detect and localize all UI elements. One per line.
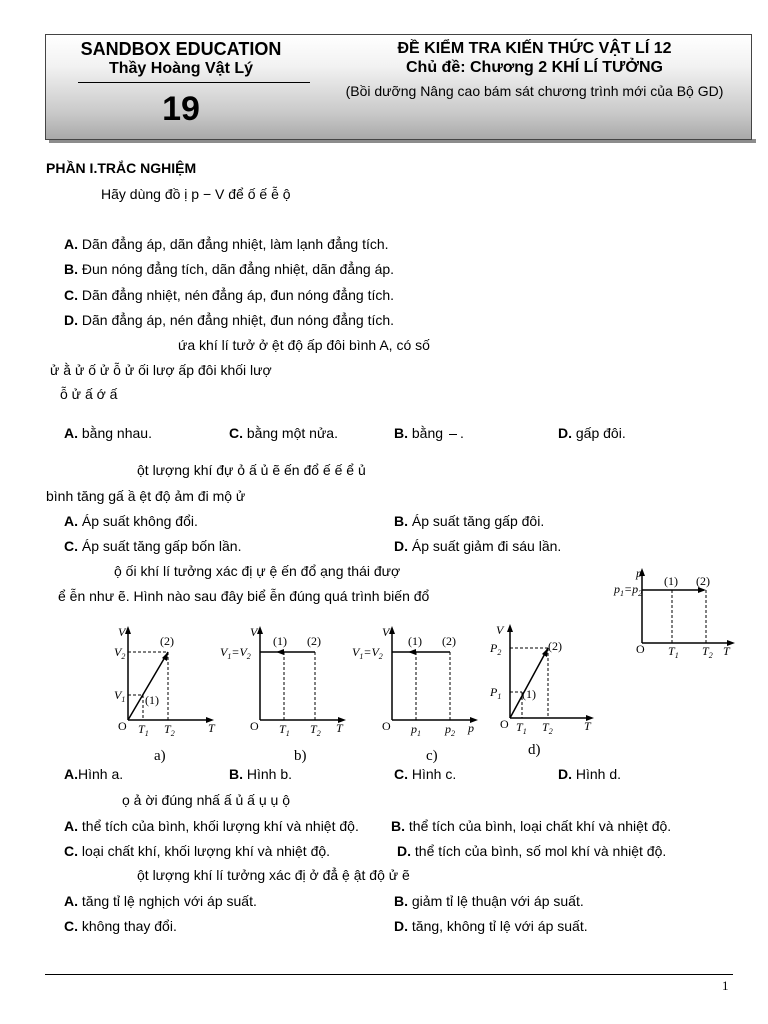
caption-d: d) [528,742,541,758]
svg-text:(1): (1) [408,634,422,648]
q5-option-b: B. thể tích của bình, loại chất khí và nhiệt độ. [391,818,672,834]
q4-line-2: ể ễn như ẽ. Hình nào sau đây biể ễn đúng quá trình biến đổ [58,588,430,604]
exam-topic: Chủ đề: Chương 2 KHÍ LÍ TƯỞNG [406,59,663,76]
svg-text:P2: $P_2$ [490,641,502,657]
svg-text:T: T [336,721,343,735]
svg-text:(2): (2) [307,634,321,648]
svg-text:V: V [382,625,390,639]
svg-text:O: O [500,717,509,731]
svg-text:T: T [208,721,215,735]
q3-option-b: B. Áp suất tăng gấp đôi. [394,513,545,529]
q2-line-1: ứa khí lí tưở ở ệt độ ấp đôi bình A, có số [178,337,430,353]
q6-option-c: C. không thay đổi. [64,918,177,934]
exam-note: (Bồi dưỡng Nâng cao bám sát chương trình mới của Bộ GD) [345,83,724,99]
svg-text:V1: $V_1$ [114,688,126,704]
q5-option-a: A. thể tích của bình, khối lượng khí và nhiệt độ. [64,818,359,834]
q2-option-c: C. bằng một nửa. [229,425,338,441]
svg-text:T1: $T_1$ [138,722,149,738]
svg-text:O: O [250,719,259,733]
svg-text:V1=V2: $V_1=V_2$ [352,645,383,661]
caption-c: c) [426,748,438,764]
page-number: 1 [722,978,729,993]
q5-option-c: C. loại chất khí, khối lượng khí và nhiệt độ. [64,843,331,859]
svg-text:T2: $T_2$ [542,720,553,736]
q5-line-1: ọ ả ời đúng nhấ ấ ủ ấ ụ ụ ộ [122,792,290,808]
q6-option-b: B. giảm tỉ lệ thuận với áp suất. [394,893,584,909]
q2-option-b: B. bằng . [394,425,464,441]
svg-text:(2): (2) [160,634,174,648]
figure-d [482,620,607,765]
q6-option-d: D. tăng, không tỉ lệ với áp suất. [394,918,588,934]
header-box [45,34,752,140]
q1-option-a: A. Dãn đẳng áp, dãn đẳng nhiệt, làm lạnh đẳng tích. [64,236,389,252]
q1-option-c: C. Dãn đẳng nhiệt, nén đẳng áp, đun nóng đẳng tích. [64,287,395,303]
state-2-label: (2) [696,574,710,588]
brand-name: SANDBOX EDUCATION [80,39,282,59]
axis-v-label: V [118,625,126,639]
svg-text:T2: $T_2$ [310,722,321,738]
svg-text:p1: $p_1$ [411,722,421,738]
q2-option-d: D. gấp đôi. [558,425,626,441]
figure-c [350,622,480,767]
svg-text:p2: $p_2$ [445,722,455,738]
q5-option-d: D. thể tích của bình, số mol khí và nhiệt độ. [397,843,667,859]
svg-text:p: p [468,721,474,735]
q3-line-2: bình tăng gấ ầ ệt độ ảm đi mộ ử [46,488,246,504]
svg-text:(1): (1) [145,693,159,707]
p1-eq-p2-label: $p_1=p_2$ [614,582,643,598]
caption-b: b) [294,748,307,764]
svg-text:O: O [382,719,391,733]
svg-text:(1): (1) [522,687,536,701]
svg-text:T: T [584,719,591,733]
svg-text:T1: $T_1$ [516,720,527,736]
section-title: PHẦN I.TRẮC NGHIỆM [46,160,197,176]
reference-pT-diagram [610,565,740,660]
q1-option-b: B. Đun nóng đẳng tích, dãn đẳng nhiệt, dãn đẳng áp. [64,261,395,277]
footer-divider [45,974,733,975]
svg-text:V: V [496,623,504,637]
q4-option-a: A.Hình a. [64,766,124,782]
origin-label: O [636,642,645,656]
svg-text:P1: $P_1$ [490,685,502,701]
svg-text:(1): (1) [273,634,287,648]
q4-option-d: D. Hình d. [558,766,622,782]
t2-label: $T_2$ [702,644,713,660]
q2-option-a: A. bằng nhau. [64,425,152,441]
axis-p-label: p [636,566,642,580]
q1-stem: Hãy dùng đồ ị p − V để ố ế ễ ộ [101,186,291,202]
q1-option-d: D. Dãn đẳng áp, nén đẳng nhiệt, đun nóng đẳng tích. [64,312,395,328]
q3-option-a: A. Áp suất không đổi. [64,513,198,529]
figure-b [218,622,348,767]
q3-option-c: C. Áp suất tăng gấp bốn lần. [64,538,242,554]
caption-a: a) [154,748,166,764]
q4-option-c: C. Hình c. [394,766,457,782]
svg-text:(2): (2) [548,639,562,653]
svg-text:(2): (2) [442,634,456,648]
exam-title: ĐỀ KIỂM TRA KIẾN THỨC VẬT LÍ 12 [397,40,672,57]
state-1-label: (1) [664,574,678,588]
q2-line-2: ử ằ ử ố ử ỗ ử ối lượ ấp đôi khối lượ [50,362,272,378]
q4-option-b: B. Hình b. [229,766,293,782]
header-divider [78,82,310,83]
svg-text:V: V [250,625,258,639]
svg-text:O: O [118,719,127,733]
q2-line-3: ỗ ử ấ ớ ấ [60,386,118,402]
svg-text:T1: $T_1$ [279,722,290,738]
q4-line-1: ộ ối khí lí tưởng xác đị ự ệ ến đổ ạng thái đượ [114,563,401,579]
q3-line-1: ột lượng khí đự ỏ ấ ủ ẽ ến đổ ế ế ể ủ [137,462,366,478]
figure-a [112,622,227,767]
q6-option-a: A. tăng tỉ lệ nghịch với áp suất. [64,893,257,909]
t1-label: $T_1$ [668,644,679,660]
exam-number: 19 [162,90,200,128]
axis-t-label: T [723,644,730,658]
q3-option-d: D. Áp suất giảm đi sáu lần. [394,538,562,554]
q6-line-1: ột lượng khí lí tưởng xác đị ở đẳ ệ ật độ ử ẽ [137,867,410,883]
fraction-bar [449,434,457,435]
svg-text:T2: $T_2$ [164,722,175,738]
teacher-name: Thầy Hoàng Vật Lý [108,60,254,77]
svg-text:V2: $V_2$ [114,645,126,661]
svg-text:V1=V2: $V_1=V_2$ [220,645,251,661]
